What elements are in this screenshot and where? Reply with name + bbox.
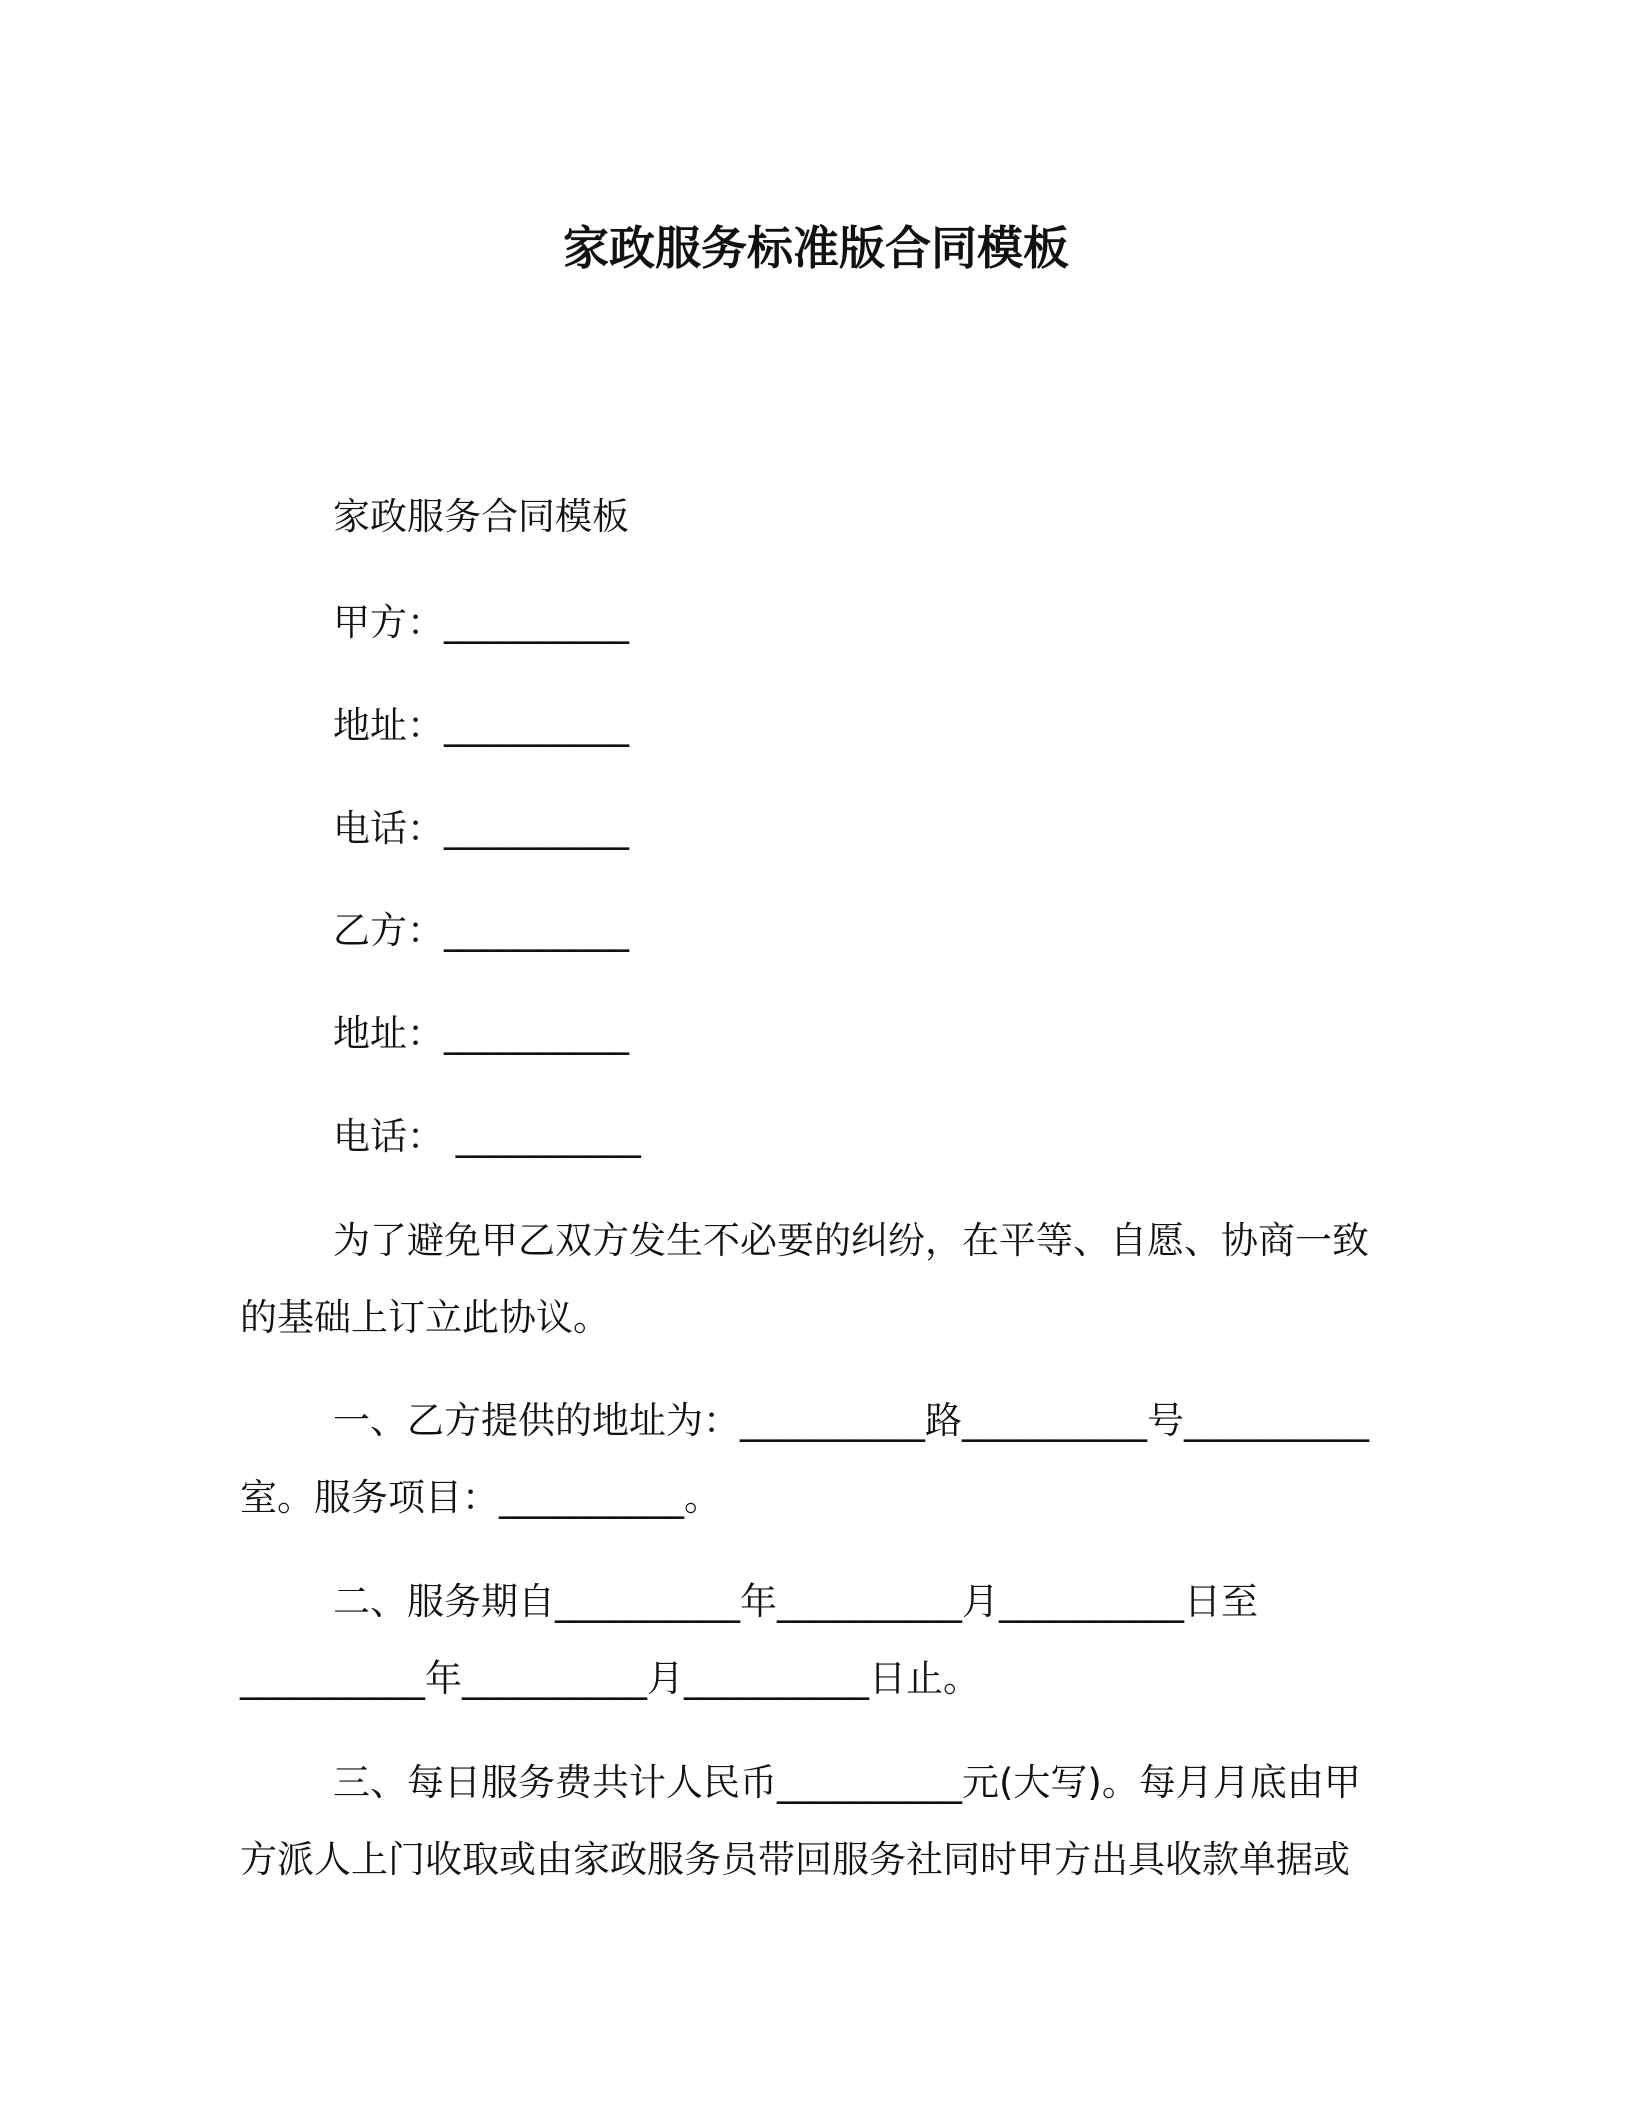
paragraph-line: 方派人上门收取或由家政服务员带回服务社同时甲方出具收款单据或 (240, 1838, 1350, 1881)
document-title: 家政服务标准版合同模板 (563, 221, 1069, 275)
paragraph-line: 二、服务期自__________年__________月__________日至 (333, 1580, 1258, 1623)
paragraph-line: 三、每日服务费共计人民币__________元(大写)。每月月底由甲 (333, 1761, 1361, 1804)
paragraph-line: 为了避免甲乙双方发生不必要的纠纷，在平等、自愿、协商一致 (333, 1219, 1369, 1262)
clause-3-paragraph (240, 1758, 1380, 1885)
paragraph-line: 一、乙方提供的地址为：__________路__________号__________ (333, 1399, 1369, 1442)
party-a-phone-field: 电话：__________ (333, 807, 629, 850)
party-b-address-field: 地址：__________ (333, 1012, 629, 1055)
paragraph-line: 室。服务项目：__________。 (240, 1476, 721, 1519)
preamble-paragraph (240, 1216, 1380, 1343)
paragraph-line: 的基础上订立此协议。 (240, 1296, 610, 1339)
party-b-phone-field: 电话： __________ (333, 1115, 641, 1158)
party-b-field: 乙方：__________ (333, 909, 629, 952)
clause-2-paragraph (240, 1577, 1380, 1704)
clause-1-paragraph (240, 1396, 1380, 1523)
party-a-address-field: 地址：__________ (333, 704, 629, 747)
contract-subtitle: 家政服务合同模板 (333, 495, 629, 538)
paragraph-line: __________年__________月__________日止。 (240, 1657, 980, 1700)
party-a-field: 甲方：__________ (333, 601, 629, 644)
